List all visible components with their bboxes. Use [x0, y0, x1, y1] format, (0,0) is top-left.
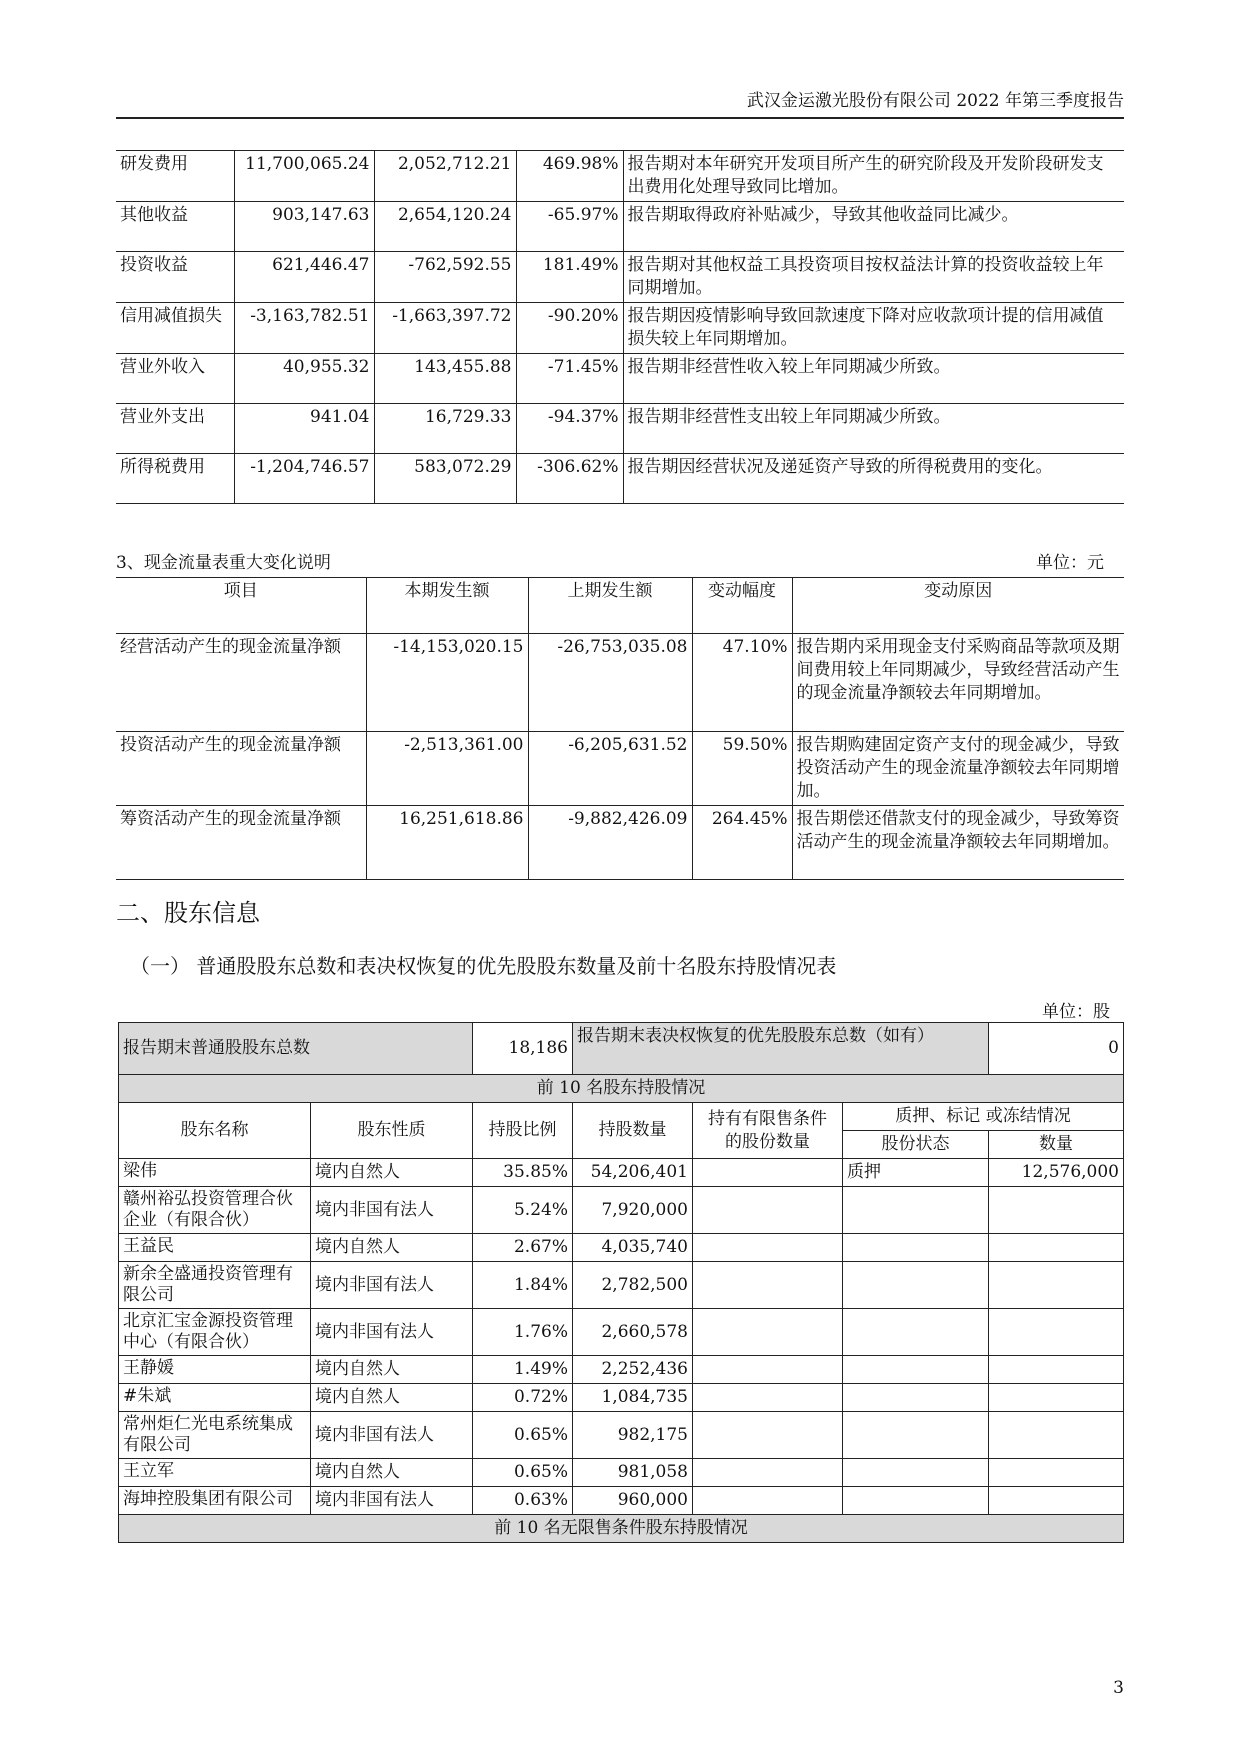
shareholder-nature: 境内非国有法人: [311, 1262, 473, 1309]
shareholder-quantity: 982,175: [573, 1412, 693, 1459]
income-change: -71.45%: [516, 354, 623, 404]
cashflow-current: 16,251,618.86: [366, 806, 528, 880]
cashflow-current: -2,513,361.00: [366, 732, 528, 806]
cashflow-previous: -26,753,035.08: [528, 634, 692, 732]
section-subtitle: （一） 普通股股东总数和表决权恢复的优先股股东数量及前十名股东持股情况表: [130, 954, 837, 978]
income-item: 信用减值损失: [116, 303, 234, 354]
income-current: 941.04: [234, 404, 374, 454]
shareholder-row: [119, 1159, 1124, 1187]
pledge-amount: [989, 1234, 1124, 1262]
shareholders-table: [118, 1022, 1124, 1543]
shareholder-restricted: [693, 1234, 843, 1262]
income-change: -94.37%: [516, 404, 623, 454]
shareholder-quantity: 981,058: [573, 1459, 693, 1487]
cashflow-header-change: 变动幅度: [692, 578, 792, 634]
preferred-shareholders-value: 0: [989, 1023, 1124, 1075]
income-current: -3,163,782.51: [234, 303, 374, 354]
header-nature: 股东性质: [311, 1103, 473, 1159]
shareholder-name: 王立军: [119, 1459, 311, 1487]
pledge-status: [843, 1384, 989, 1412]
cashflow-reason: 报告期购建固定资产支付的现金减少，导致投资活动产生的现金流量净额较去年同期增加。: [792, 732, 1124, 806]
income-item: 营业外支出: [116, 404, 234, 454]
shareholder-name: 王静媛: [119, 1356, 311, 1384]
income-change: 181.49%: [516, 252, 623, 303]
cashflow-change: 59.50%: [692, 732, 792, 806]
pledge-status: [843, 1459, 989, 1487]
shareholder-ratio: 35.85%: [473, 1159, 573, 1187]
unrestricted-title: 前 10 名无限售条件股东持股情况: [119, 1515, 1124, 1543]
pledge-amount: [989, 1262, 1124, 1309]
shareholder-ratio: 0.65%: [473, 1412, 573, 1459]
shareholder-restricted: [693, 1159, 843, 1187]
income-reason: 报告期非经营性支出较上年同期减少所致。: [623, 404, 1124, 454]
shareholder-restricted: [693, 1412, 843, 1459]
income-previous: -762,592.55: [374, 252, 516, 303]
page-header: 武汉金运激光股份有限公司 2022 年第三季度报告: [116, 86, 1124, 119]
header-quantity: 持股数量: [573, 1103, 693, 1159]
shareholder-name: 赣州裕弘投资管理合伙企业（有限合伙）: [119, 1187, 311, 1234]
income-row: [116, 354, 1124, 404]
shareholder-row: [119, 1412, 1124, 1459]
total-shareholders-label: 报告期末普通股股东总数: [119, 1023, 473, 1075]
pledge-amount: [989, 1309, 1124, 1356]
cashflow-reason: 报告期内采用现金支付采购商品等款项及期间费用较上年同期减少，导致经营活动产生的现金流量净额较去年同期增加。: [792, 634, 1124, 732]
cashflow-item: 筹资活动产生的现金流量净额: [116, 806, 366, 880]
shareholder-nature: 境内自然人: [311, 1159, 473, 1187]
shareholder-name: 北京汇宝金源投资管理中心（有限合伙）: [119, 1309, 311, 1356]
pledge-amount: [989, 1384, 1124, 1412]
shareholder-restricted: [693, 1487, 843, 1515]
income-previous: 2,654,120.24: [374, 202, 516, 252]
pledge-status: [843, 1487, 989, 1515]
income-current: 40,955.32: [234, 354, 374, 404]
shareholder-restricted: [693, 1459, 843, 1487]
shareholder-row: [119, 1459, 1124, 1487]
shareholder-row: [119, 1234, 1124, 1262]
header-amount: 数量: [989, 1131, 1124, 1159]
pledge-status: 质押: [843, 1159, 989, 1187]
income-row: [116, 151, 1124, 202]
shareholder-row: [119, 1309, 1124, 1356]
pledge-status: [843, 1356, 989, 1384]
shareholder-quantity: 1,084,735: [573, 1384, 693, 1412]
total-shareholders-value: 18,186: [473, 1023, 573, 1075]
income-row: [116, 454, 1124, 504]
shareholder-ratio: 0.65%: [473, 1459, 573, 1487]
page-number: 3: [1113, 1678, 1124, 1698]
shareholder-nature: 境内自然人: [311, 1234, 473, 1262]
shareholder-restricted: [693, 1356, 843, 1384]
cashflow-header-reason: 变动原因: [792, 578, 1124, 634]
pledge-amount: [989, 1487, 1124, 1515]
income-current: -1,204,746.57: [234, 454, 374, 504]
pledge-amount: [989, 1187, 1124, 1234]
shareholder-name: 王益民: [119, 1234, 311, 1262]
shareholder-ratio: 1.49%: [473, 1356, 573, 1384]
shareholder-ratio: 0.63%: [473, 1487, 573, 1515]
shareholder-row: [119, 1262, 1124, 1309]
pledge-amount: 12,576,000: [989, 1159, 1124, 1187]
income-reason: 报告期因疫情影响导致回款速度下降对应收款项计提的信用减值损失较上年同期增加。: [623, 303, 1124, 354]
shareholder-nature: 境内自然人: [311, 1459, 473, 1487]
shareholder-ratio: 2.67%: [473, 1234, 573, 1262]
income-item: 其他收益: [116, 202, 234, 252]
income-item: 营业外收入: [116, 354, 234, 404]
shareholder-quantity: 4,035,740: [573, 1234, 693, 1262]
shareholder-row: [119, 1187, 1124, 1234]
cashflow-change: 47.10%: [692, 634, 792, 732]
shareholder-name: 海坤控股集团有限公司: [119, 1487, 311, 1515]
header-name: 股东名称: [119, 1103, 311, 1159]
cashflow-change: 264.45%: [692, 806, 792, 880]
income-current: 621,446.47: [234, 252, 374, 303]
cashflow-current: -14,153,020.15: [366, 634, 528, 732]
income-row: [116, 303, 1124, 354]
cashflow-previous: -9,882,426.09: [528, 806, 692, 880]
shareholder-ratio: 0.72%: [473, 1384, 573, 1412]
shareholder-quantity: 2,252,436: [573, 1356, 693, 1384]
cashflow-reason: 报告期偿还借款支付的现金减少，导致筹资活动产生的现金流量净额较去年同期增加。: [792, 806, 1124, 880]
income-previous: -1,663,397.72: [374, 303, 516, 354]
pledge-status: [843, 1234, 989, 1262]
shareholder-nature: 境内非国有法人: [311, 1487, 473, 1515]
shareholder-name: #朱斌: [119, 1384, 311, 1412]
cashflow-row: [116, 806, 1124, 880]
shareholder-restricted: [693, 1309, 843, 1356]
income-change: -90.20%: [516, 303, 623, 354]
cashflow-row: [116, 732, 1124, 806]
income-reason: 报告期对其他权益工具投资项目按权益法计算的投资收益较上年同期增加。: [623, 252, 1124, 303]
income-reason: 报告期对本年研究开发项目所产生的研究阶段及开发阶段研发支出费用化处理导致同比增加。: [623, 151, 1124, 202]
header-pledge: 质押、标记 或冻结情况: [843, 1103, 1124, 1131]
pledge-amount: [989, 1412, 1124, 1459]
shareholder-nature: 境内自然人: [311, 1356, 473, 1384]
shareholder-ratio: 1.84%: [473, 1262, 573, 1309]
header-ratio: 持股比例: [473, 1103, 573, 1159]
income-reason: 报告期因经营状况及递延资产导致的所得税费用的变化。: [623, 454, 1124, 504]
cashflow-unit: 单位：元: [1036, 553, 1104, 573]
preferred-shareholders-label: 报告期末表决权恢复的优先股股东总数（如有）: [573, 1023, 989, 1075]
shareholder-quantity: 2,782,500: [573, 1262, 693, 1309]
top10-title: 前 10 名股东持股情况: [119, 1075, 1124, 1103]
shareholder-nature: 境内非国有法人: [311, 1412, 473, 1459]
shareholder-nature: 境内非国有法人: [311, 1309, 473, 1356]
shareholder-nature: 境内自然人: [311, 1384, 473, 1412]
income-row: [116, 404, 1124, 454]
income-row: [116, 202, 1124, 252]
header-status: 股份状态: [843, 1131, 989, 1159]
income-current: 11,700,065.24: [234, 151, 374, 202]
income-item: 投资收益: [116, 252, 234, 303]
income-previous: 143,455.88: [374, 354, 516, 404]
shareholder-name: 梁伟: [119, 1159, 311, 1187]
cashflow-row: [116, 634, 1124, 732]
section-title: 二、股东信息: [116, 899, 260, 927]
income-current: 903,147.63: [234, 202, 374, 252]
shareholder-row: [119, 1487, 1124, 1515]
shareholder-nature: 境内非国有法人: [311, 1187, 473, 1234]
shareholder-name: 常州炬仁光电系统集成有限公司: [119, 1412, 311, 1459]
income-change-table: [116, 150, 1124, 504]
cashflow-header-current: 本期发生额: [366, 578, 528, 634]
shareholder-row: [119, 1356, 1124, 1384]
pledge-amount: [989, 1356, 1124, 1384]
income-change: 469.98%: [516, 151, 623, 202]
income-reason: 报告期非经营性收入较上年同期减少所致。: [623, 354, 1124, 404]
shareholder-restricted: [693, 1262, 843, 1309]
cashflow-table: [116, 577, 1124, 880]
shareholder-restricted: [693, 1384, 843, 1412]
income-reason: 报告期取得政府补贴减少，导致其他收益同比减少。: [623, 202, 1124, 252]
shareholder-quantity: 7,920,000: [573, 1187, 693, 1234]
shareholder-restricted: [693, 1187, 843, 1234]
income-change: -65.97%: [516, 202, 623, 252]
cashflow-header-item: 项目: [116, 578, 366, 634]
shareholder-row: [119, 1384, 1124, 1412]
shareholder-ratio: 1.76%: [473, 1309, 573, 1356]
shareholder-quantity: 54,206,401: [573, 1159, 693, 1187]
pledge-status: [843, 1187, 989, 1234]
cashflow-header-previous: 上期发生额: [528, 578, 692, 634]
pledge-status: [843, 1412, 989, 1459]
income-row: [116, 252, 1124, 303]
shareholder-ratio: 5.24%: [473, 1187, 573, 1234]
cashflow-section-title: 3、现金流量表重大变化说明: [116, 553, 331, 573]
shareholder-unit: 单位：股: [1042, 1002, 1110, 1022]
cashflow-item: 经营活动产生的现金流量净额: [116, 634, 366, 732]
income-previous: 583,072.29: [374, 454, 516, 504]
header-restricted: 持有有限售条件的股份数量: [693, 1103, 843, 1159]
income-item: 研发费用: [116, 151, 234, 202]
pledge-status: [843, 1309, 989, 1356]
cashflow-previous: -6,205,631.52: [528, 732, 692, 806]
shareholder-quantity: 960,000: [573, 1487, 693, 1515]
cashflow-item: 投资活动产生的现金流量净额: [116, 732, 366, 806]
shareholder-quantity: 2,660,578: [573, 1309, 693, 1356]
shareholder-name: 新余全盛通投资管理有限公司: [119, 1262, 311, 1309]
income-previous: 2,052,712.21: [374, 151, 516, 202]
income-item: 所得税费用: [116, 454, 234, 504]
income-previous: 16,729.33: [374, 404, 516, 454]
pledge-status: [843, 1262, 989, 1309]
pledge-amount: [989, 1459, 1124, 1487]
income-change: -306.62%: [516, 454, 623, 504]
